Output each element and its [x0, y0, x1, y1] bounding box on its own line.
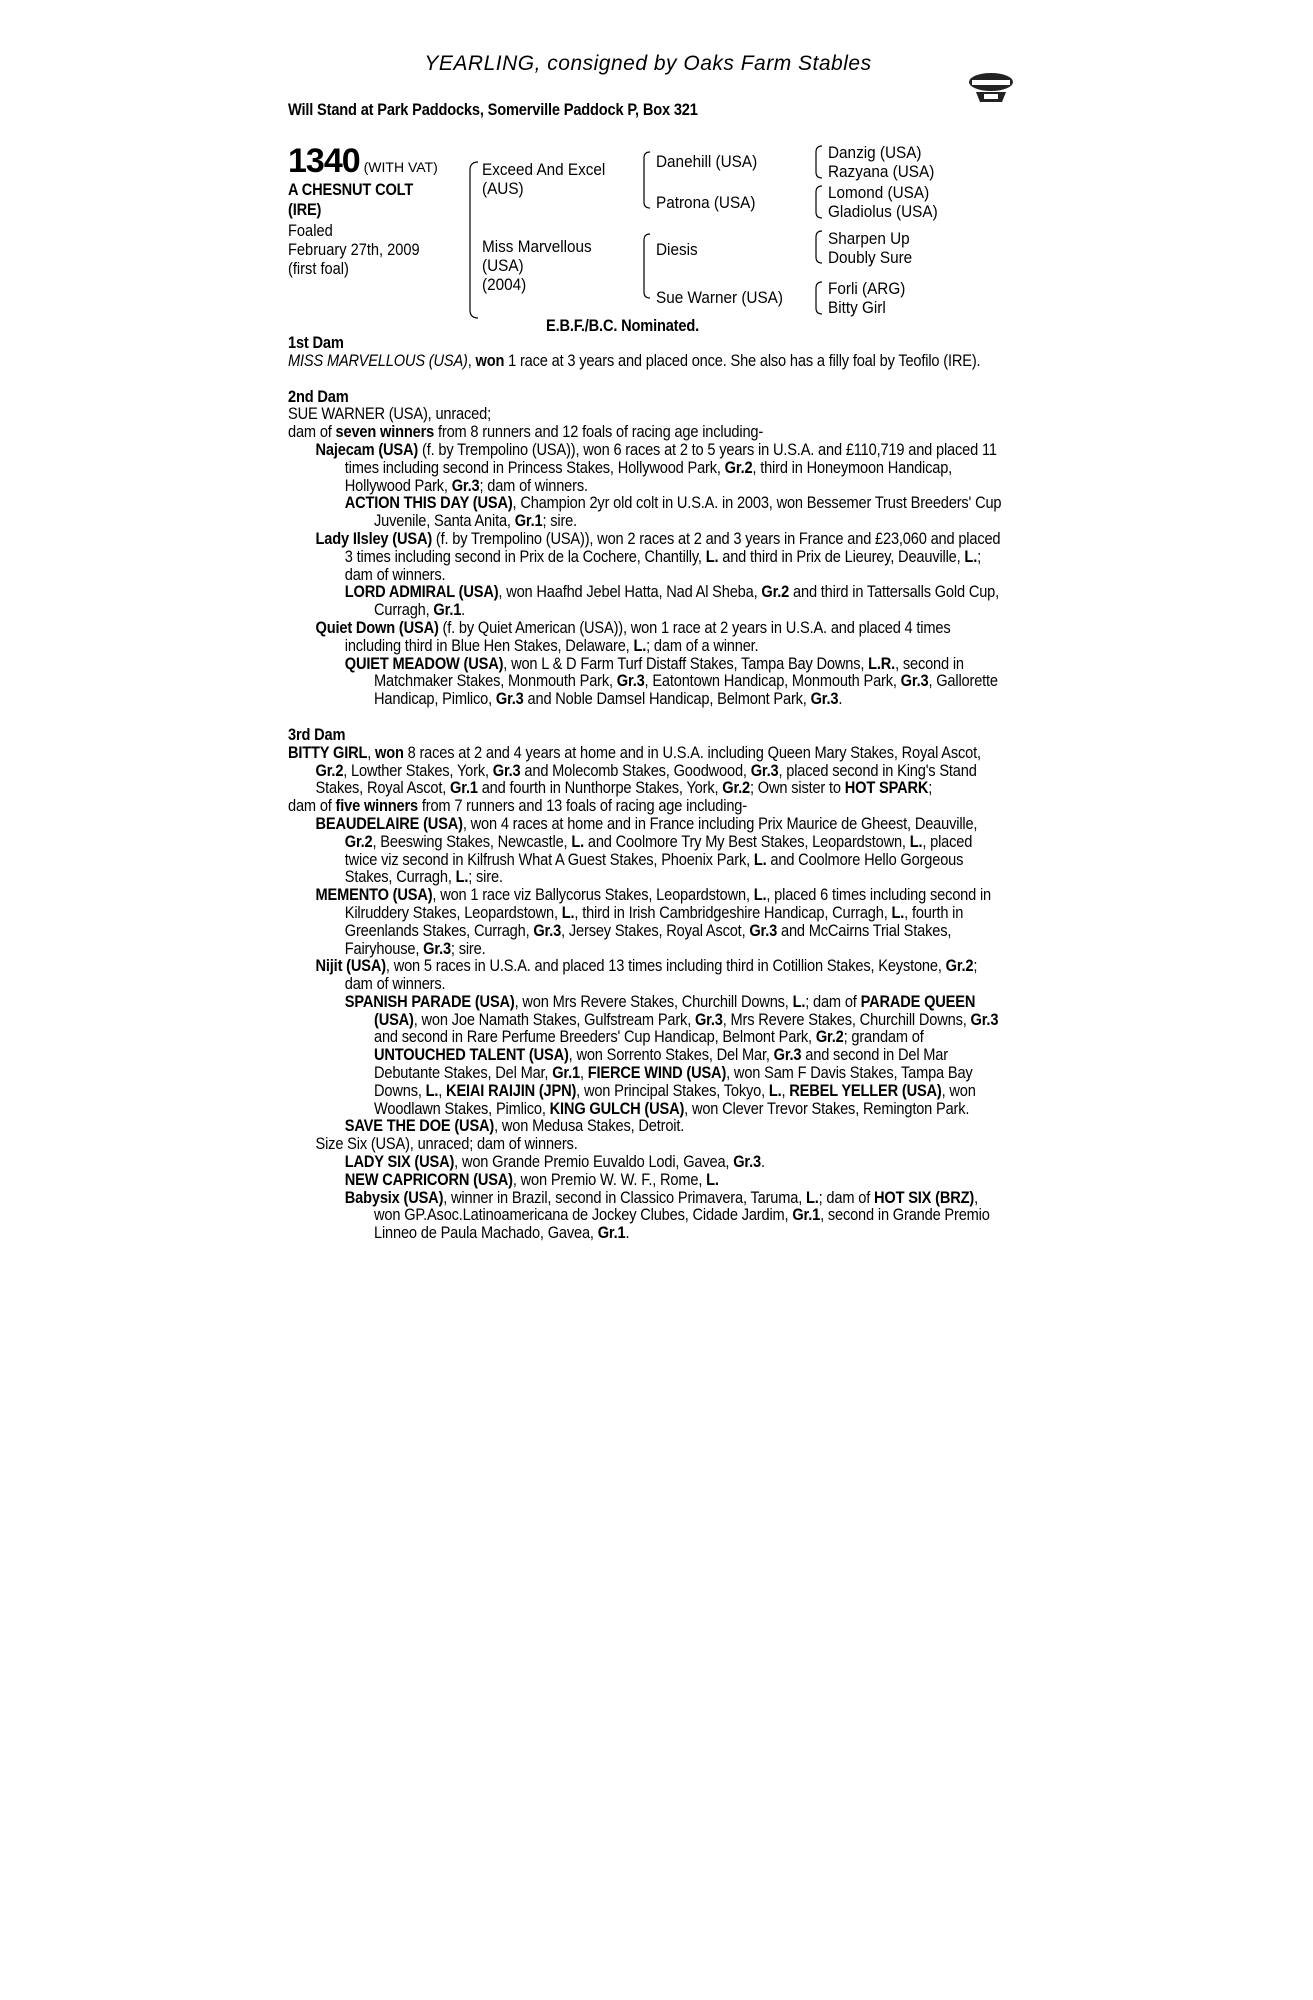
pedigree-ds: Diesis	[656, 240, 698, 259]
first-dam-heading: 1st Dam	[288, 333, 344, 352]
produce-entry: SPANISH PARADE (USA), won Mrs Revere Stakes, Churchill Downs, L.; dam of PARADE QUEEN (USA), won Joe Namath Stakes, Gulfstream Park, Gr.3, Mrs Revere Stakes, Churchill Downs, Gr.3 and second in Rare Perfume Breeders' Cup Handicap, Belmont Park, Gr.2; grandam of UNTOUCHED TALENT (USA), won Sorrento Stakes, Del Mar, Gr.3 and second in Del Mar Debutante Stakes, Del Mar, Gr.1, FIERCE WIND (USA), won Sam F Davis Stakes, Tampa Bay Downs, L., KEIAI RAIJIN (JPN), won Principal Stakes, Tokyo, L., REBEL YELLER (USA), won Woodlawn Stakes, Pimlico, KING GULCH (USA), won Clever Trevor Stakes, Remington Park.	[344, 991, 999, 1118]
second-dam-entry: SUE WARNER (USA), unraced;	[288, 404, 491, 424]
third-dam-entry: BITTY GIRL, won 8 races at 2 and 4 years at home and in U.S.A. including Queen Mary Stakes, Royal Ascot, Gr.2, Lowther Stakes, York, Gr.3 and Molecomb Stakes, Goodwood, Gr.3, placed second in King's Stand Stakes, Royal Ascot, Gr.1 and fourth in Nunthorpe Stakes, York, Gr.2; Own sister to HOT SPARK;	[288, 742, 981, 798]
horse-name: A CHESNUT COLT (IRE)	[288, 180, 414, 219]
pedigree-bracket-ss	[812, 144, 824, 180]
produce-entry: MEMENTO (USA), won 1 race viz Ballycorus Stakes, Leopardstown, L., placed 6 times including second in Kilruddery Stakes, Leopardstown, L., third in Irish Cambridgeshire Handicap, Curragh, L., fourth in Greenlands Stakes, Curragh, Gr.3, Jersey Stakes, Royal Ascot, Gr.3 and McCairns Trial Stakes, Fairyhouse, Gr.3; sire.	[315, 885, 992, 958]
pedigree-dss-dsd: Sharpen Up Doubly Sure	[828, 229, 913, 267]
third-dam-heading: 3rd Dam	[288, 724, 346, 744]
first-dam-entry: MISS MARVELLOUS (USA), won 1 race at 3 years and placed once. She also has a filly foal by Teofilo (IRE).	[288, 350, 981, 370]
produce-entry: NEW CAPRICORN (USA), won Premio W. W. F., Rome, L.	[344, 1169, 719, 1189]
produce-entry: Babysix (USA), winner in Brazil, second in Classico Primavera, Taruma, L.; dam of HOT SIX (BRZ), won GP.Asoc.Latinoamericana de Jockey Clubes, Cidade Jardim, Gr.1, second in Grande Premio Linneo de Paula Machado, Gavea, Gr.1.	[344, 1187, 990, 1243]
second-dam-heading: 2nd Dam	[288, 386, 349, 406]
produce-entry: BEAUDELAIRE (USA), won 4 races at home and in France including Prix Maurice de Gheest, Deauville, Gr.2, Beeswing Stakes, Newcastle, L. and Coolmore Try My Best Stakes, Leopardstown, L., placed twice viz second in Kilfrush What A Guest Stakes, Phoenix Park, L. and Coolmore Hello Gorgeous Stakes, Curragh, L.; sire.	[315, 813, 978, 887]
consignor-logo-icon	[966, 68, 1016, 106]
pedigree-dam: Miss Marvellous (USA) (2004)	[482, 237, 592, 294]
produce-entry: ACTION THIS DAY (USA), Champion 2yr old colt in U.S.A. in 2003, won Bessemer Trust Breeders' Cup Juvenile, Santa Anita, Gr.1; sire.	[344, 493, 1002, 531]
produce-entry: Lady Ilsley (USA) (f. by Trempolino (USA)), won 2 races at 2 and 3 years in France and £23,060 and placed 3 times including second in Prix de la Cochere, Chantilly, L. and third in Prix de Lieurey, Deauville, L.; dam of winners.	[315, 528, 1001, 584]
pedigree-bracket-sire	[640, 150, 652, 210]
pedigree-dds-ddd: Forli (ARG) Bitty Girl	[828, 279, 906, 317]
nomination-note: E.B.F./B.C. Nominated.	[546, 316, 699, 335]
third-dam-produce-summary: dam of five winners from 7 runners and 13 foals of racing age including-	[288, 796, 747, 816]
produce-entry: Size Six (USA), unraced; dam of winners.	[315, 1134, 578, 1154]
pedigree-sss-ssd: Danzig (USA) Razyana (USA)	[828, 143, 935, 181]
pedigree-ss: Danehill (USA)	[656, 152, 758, 171]
second-dam-produce-summary: dam of seven winners from 8 runners and 12 foals of racing age including-	[288, 422, 764, 442]
produce-entry: SAVE THE DOE (USA), won Medusa Stakes, Detroit.	[344, 1116, 685, 1136]
pedigree-bracket-ds	[812, 229, 824, 265]
produce-entry: QUIET MEADOW (USA), won L & D Farm Turf Distaff Stakes, Tampa Bay Downs, L.R., second in Matchmaker Stakes, Monmouth Park, Gr.3, Eatontown Handicap, Monmouth Park, Gr.3, Gallorette Handicap, Pimlico, Gr.3 and Noble Damsel Handicap, Belmont Park, Gr.3.	[344, 653, 998, 709]
pedigree-bracket-main	[468, 160, 480, 320]
pedigree-dd: Sue Warner (USA)	[656, 288, 783, 307]
pedigree-bracket-dam	[640, 232, 652, 300]
lot-number: 1340	[288, 142, 360, 180]
produce-entry: LORD ADMIRAL (USA), won Haafhd Jebel Hatta, Nad Al Sheba, Gr.2 and third in Tattersalls Gold Cup, Curragh, Gr.1.	[344, 582, 1000, 620]
pedigree-bracket-sd	[812, 184, 824, 220]
pedigree-sds-sdd: Lomond (USA) Gladiolus (USA)	[828, 183, 938, 221]
produce-entry: LADY SIX (USA), won Grande Premio Euvaldo Lodi, Gavea, Gr.3.	[344, 1152, 765, 1172]
pedigree-bracket-dd	[812, 280, 824, 316]
produce-entry: Nijit (USA), won 5 races in U.S.A. and placed 13 times including third in Cotillion Stakes, Keystone, Gr.2; dam of winners.	[315, 956, 978, 994]
page-title: YEARLING, consigned by Oaks Farm Stables	[424, 52, 872, 75]
produce-entry: Najecam (USA) (f. by Trempolino (USA)), won 6 races at 2 to 5 years in U.S.A. and £110,719 and placed 11 times including second in Princess Stakes, Hollywood Park, Gr.2, third in Honeymoon Handicap, Hollywood Park, Gr.3; dam of winners.	[315, 439, 997, 495]
pedigree-sire: Exceed And Excel (AUS)	[482, 160, 606, 198]
foaled-info: Foaled February 27th, 2009 (first foal)	[288, 221, 420, 278]
pedigree-sd: Patrona (USA)	[656, 193, 756, 212]
produce-entry: Quiet Down (USA) (f. by Quiet American (USA)), won 1 race at 2 years in U.S.A. and placed 4 times including third in Blue Hen Stakes, Delaware, L.; dam of a winner.	[315, 617, 951, 655]
lot-number-block	[288, 142, 438, 181]
stand-location: Will Stand at Park Paddocks, Somerville Paddock P, Box 321	[288, 100, 698, 119]
pedigree-narrative	[288, 334, 1008, 1242]
vat-note: (WITH VAT)	[363, 159, 438, 175]
